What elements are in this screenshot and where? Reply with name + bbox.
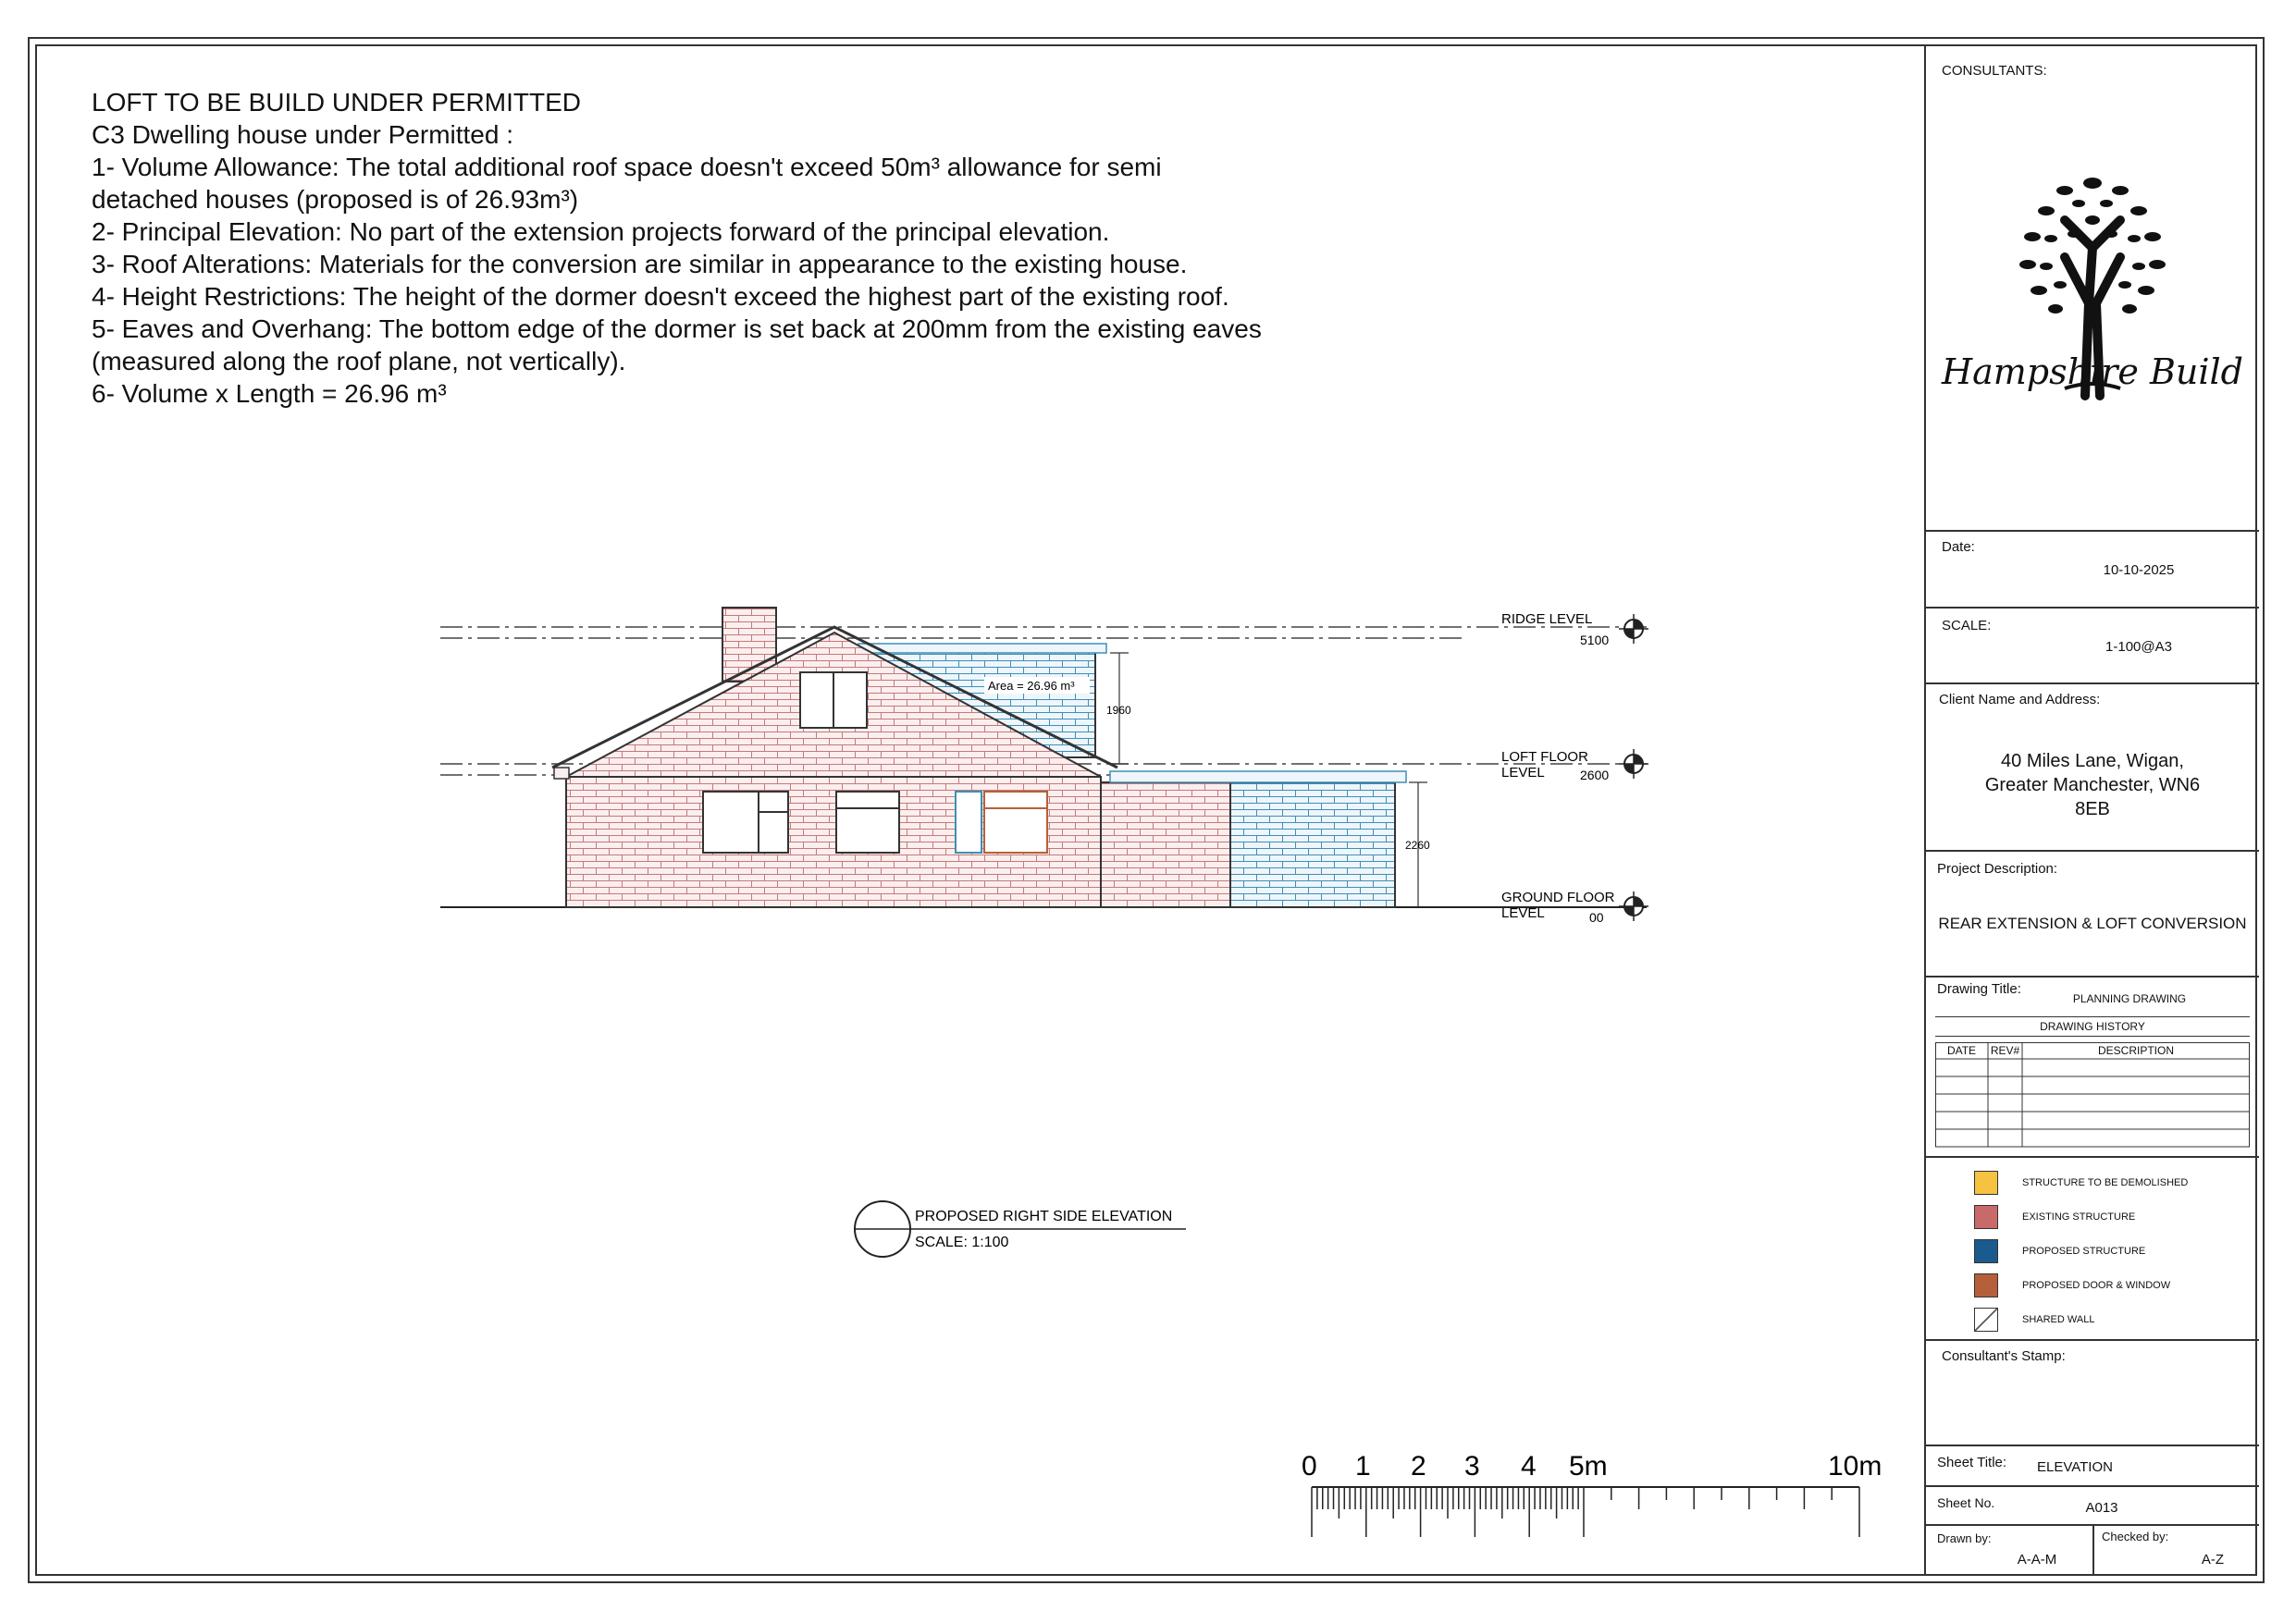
- legend-label: PROPOSED DOOR & WINDOW: [2022, 1280, 2171, 1291]
- level-marker-loft: [1501, 749, 1648, 782]
- history-title: DRAWING HISTORY: [2040, 1020, 2145, 1033]
- view-label: [855, 1201, 1186, 1257]
- level-name: RIDGE LEVEL: [1501, 611, 1593, 627]
- scale-label-1: 1: [1355, 1451, 1371, 1482]
- scale-label-4: 4: [1521, 1451, 1537, 1482]
- client-label: Client Name and Address:: [1939, 692, 2101, 707]
- scale-label-3: 3: [1464, 1451, 1480, 1482]
- drawn-by-label: Drawn by:: [1937, 1531, 1992, 1545]
- drawing-title-section: [1926, 977, 2259, 1158]
- level-name: GROUND FLOOR: [1501, 890, 1615, 905]
- title-block: [1924, 44, 2259, 1576]
- notes-line: 1- Volume Allowance: The total additional roof space doesn't exceed 50m³ allowance for semi: [92, 153, 1162, 181]
- legend-swatch: [1974, 1239, 1998, 1263]
- view-scale: SCALE: 1:100: [915, 1235, 1009, 1250]
- window-3-frame: [956, 792, 981, 853]
- level-name-2: LEVEL: [1501, 905, 1545, 921]
- scale-value: 1-100@A3: [2105, 639, 2172, 655]
- client-address-line: 8EB: [2075, 799, 2110, 819]
- window-1-side: [759, 792, 788, 853]
- client-address: [1926, 749, 2259, 821]
- drawing-title-value: PLANNING DRAWING: [2072, 992, 2187, 1005]
- date-value: 10-10-2025: [2103, 562, 2175, 578]
- legend-label: PROPOSED STRUCTURE: [2022, 1246, 2146, 1257]
- level-name-2: LEVEL: [1501, 765, 1545, 781]
- history-title-row: [1935, 1016, 2250, 1037]
- notes-line: (measured along the roof plane, not vertically).: [92, 347, 626, 375]
- level-value: 5100: [1580, 633, 1610, 647]
- scale-label-10m: 10m: [1828, 1451, 1882, 1482]
- scale-label-0: 0: [1302, 1451, 1317, 1482]
- level-marker-ridge: [1501, 611, 1648, 647]
- sheet-title-section: [1926, 1446, 2259, 1487]
- extension-fascia: [1110, 771, 1406, 782]
- date-section: [1926, 532, 2259, 609]
- history-col-date: DATE: [1946, 1044, 1977, 1057]
- legend-swatch: [1974, 1205, 1998, 1229]
- dimension-dormer-value: 1960: [1106, 704, 1131, 717]
- drawing-title-label: Drawing Title:: [1937, 981, 2021, 997]
- level-value: 2600: [1580, 768, 1610, 782]
- existing-side-wall: [1101, 782, 1230, 907]
- sheet-title-value: ELEVATION: [2037, 1459, 2113, 1475]
- notes-line: 3- Roof Alterations: Materials for the conversion are similar in appearance to the existing house.: [92, 250, 1188, 278]
- notes-title: LOFT TO BE BUILD UNDER PERMITTED: [92, 88, 581, 117]
- project-value: REAR EXTENSION & LOFT CONVERSION: [1938, 915, 2247, 932]
- checked-by-value: A-Z: [2201, 1552, 2225, 1568]
- sheet-no-section: [1926, 1487, 2259, 1526]
- legend-swatch-hatched: [1974, 1308, 1998, 1332]
- stamp-section: [1926, 1341, 2259, 1446]
- rear-extension-wall: [1230, 782, 1395, 907]
- notes-line: 5- Eaves and Overhang: The bottom edge of the dormer is set back at 200mm from the existing eaves: [92, 314, 1262, 343]
- eaves-band: [554, 768, 569, 779]
- history-col-description: DESCRIPTION: [2097, 1044, 2174, 1057]
- client-section: [1926, 684, 2259, 852]
- history-table: [1935, 1042, 2250, 1153]
- legend-section: [1926, 1158, 2259, 1341]
- legend-swatch: [1974, 1171, 1998, 1195]
- legend-label: STRUCTURE TO BE DEMOLISHED: [2022, 1177, 2189, 1188]
- scale-section: [1926, 609, 2259, 684]
- proposed-window: [984, 792, 1047, 853]
- notes-line: 4- Height Restrictions: The height of the dormer doesn't exceed the highest part of the existing roof.: [92, 282, 1229, 311]
- level-value: 00: [1589, 910, 1604, 925]
- notes-subtitle: C3 Dwelling house under Permitted :: [92, 120, 514, 149]
- dormer-fascia: [858, 644, 1106, 653]
- consultants-section: [1926, 44, 2259, 532]
- scale-bar: [1302, 1451, 1882, 1537]
- notes-line: 6- Volume x Length = 26.96 m³: [92, 379, 447, 408]
- project-section: [1926, 852, 2259, 977]
- history-col-rev: REV#: [1990, 1044, 2020, 1057]
- checked-by-label: Checked by:: [2102, 1530, 2169, 1543]
- signoff-section: [1926, 1526, 2259, 1576]
- legend-label: SHARED WALL: [2022, 1314, 2095, 1325]
- area-label: Area = 26.96 m³: [988, 679, 1075, 693]
- level-name: LOFT FLOOR: [1501, 749, 1588, 765]
- brand-name: Hampshire Build: [1941, 351, 2244, 392]
- notes-line: 2- Principal Elevation: No part of the extension projects forward of the principal elevation.: [92, 217, 1110, 246]
- view-title: PROPOSED RIGHT SIDE ELEVATION: [915, 1209, 1173, 1224]
- notes-line: detached houses (proposed is of 26.93m³): [92, 185, 579, 214]
- scale-label: SCALE:: [1942, 618, 1992, 633]
- window-2: [836, 792, 899, 853]
- project-label: Project Description:: [1937, 861, 2058, 877]
- client-address-line: 40 Miles Lane, Wigan,: [2001, 751, 2184, 771]
- scale-label-5m: 5m: [1569, 1451, 1608, 1482]
- drawn-by-value: A-A-M: [2017, 1552, 2057, 1568]
- scale-label-2: 2: [1411, 1451, 1426, 1482]
- legend-label: EXISTING STRUCTURE: [2022, 1211, 2136, 1223]
- date-label: Date:: [1942, 539, 1975, 555]
- consultants-label: CONSULTANTS:: [1942, 63, 2047, 79]
- legend-swatch: [1974, 1273, 1998, 1297]
- sheet-no-value: A013: [2085, 1500, 2118, 1516]
- dimension-extension-value: 2260: [1405, 839, 1430, 852]
- sheet-no-label: Sheet No.: [1937, 1495, 1995, 1510]
- sheet-title-label: Sheet Title:: [1937, 1455, 2007, 1470]
- client-address-line: Greater Manchester, WN6: [1984, 775, 2201, 795]
- stamp-label: Consultant's Stamp:: [1942, 1348, 2066, 1364]
